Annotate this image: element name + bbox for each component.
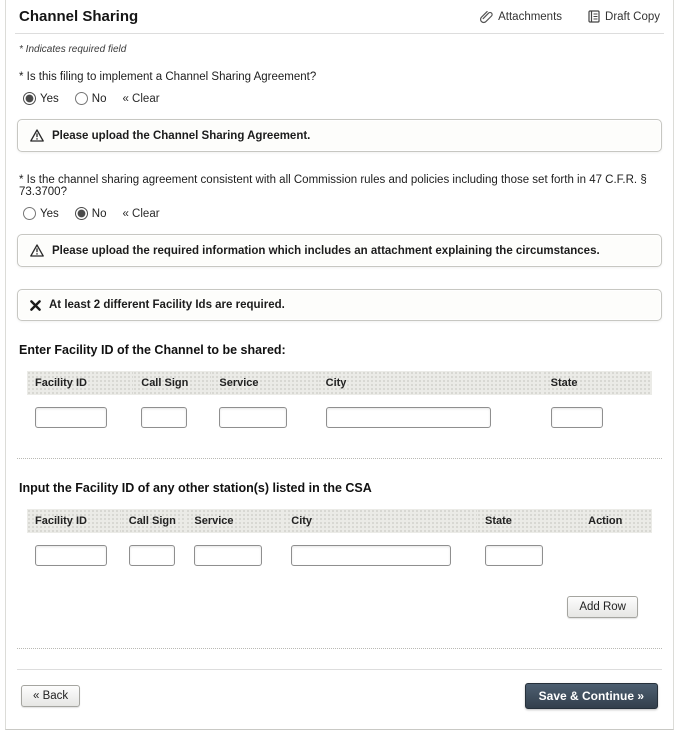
column-header-state: State xyxy=(477,509,580,533)
csa-consistent-radio-group xyxy=(23,207,660,220)
yes-label: Yes xyxy=(40,92,59,105)
shared-channel-input-row xyxy=(27,395,652,444)
csa-implement-clear-link[interactable]: « Clear xyxy=(122,92,160,105)
save-continue-button[interactable]: Save & Continue » xyxy=(525,683,658,709)
warning-icon xyxy=(30,129,44,142)
shared-channel-table-wrap xyxy=(15,371,664,444)
csa-implement-radio-group xyxy=(23,92,660,105)
other-call-sign-input[interactable] xyxy=(129,545,175,566)
csa-consistent-no-radio[interactable] xyxy=(75,207,88,220)
column-header-service: Service xyxy=(186,509,283,533)
csa-implement-yes-radio[interactable] xyxy=(23,92,36,105)
shared-service-input[interactable] xyxy=(219,407,287,428)
shared-city-input[interactable] xyxy=(326,407,491,428)
other-city-input[interactable] xyxy=(291,545,451,566)
csa-implement-no-option[interactable] xyxy=(75,92,107,105)
other-service-input[interactable] xyxy=(194,545,262,566)
question-csa-consistent xyxy=(19,174,660,220)
page-title: Channel Sharing xyxy=(19,8,139,25)
shared-channel-header-row xyxy=(27,371,652,395)
no-label: No xyxy=(91,92,107,105)
csa-implement-no-radio[interactable] xyxy=(75,92,88,105)
facility-ids-error xyxy=(17,289,662,321)
warning-text: Please upload the required information which includes an attachment explaining the circumstances. xyxy=(52,244,600,257)
attachments-link[interactable] xyxy=(480,10,562,24)
add-row-container xyxy=(27,582,652,634)
csa-consistent-clear-link[interactable]: « Clear xyxy=(122,207,160,220)
column-header-facility-id: Facility ID xyxy=(27,509,121,533)
draft-copy-label: Draft Copy xyxy=(605,10,660,23)
column-header-state: State xyxy=(543,371,652,395)
required-field-note: * Indicates required field xyxy=(19,44,127,55)
other-stations-table xyxy=(27,509,652,582)
paperclip-icon xyxy=(480,10,493,24)
no-label: No xyxy=(91,207,107,220)
warning-icon xyxy=(30,244,44,257)
column-header-service: Service xyxy=(211,371,317,395)
error-text: At least 2 different Facility Ids are required. xyxy=(49,299,285,311)
other-stations-table-wrap xyxy=(15,509,664,634)
warning-text: Please upload the Channel Sharing Agreement. xyxy=(52,129,311,142)
upload-required-info-warning xyxy=(17,234,662,267)
other-stations-heading: Input the Facility ID of any other station(s) listed in the CSA xyxy=(19,481,372,495)
shared-channel-table xyxy=(27,371,652,444)
other-stations-input-row xyxy=(27,533,652,582)
shared-facility-id-input[interactable] xyxy=(35,407,107,428)
column-header-city: City xyxy=(283,509,477,533)
other-state-input[interactable] xyxy=(485,545,543,566)
page-header xyxy=(15,6,664,34)
csa-consistent-yes-option[interactable] xyxy=(23,207,59,220)
shared-state-input[interactable] xyxy=(551,407,603,428)
column-header-city: City xyxy=(318,371,543,395)
error-x-icon xyxy=(30,300,41,311)
channel-sharing-form xyxy=(5,0,674,730)
shared-channel-heading: Enter Facility ID of the Channel to be shared: xyxy=(19,343,286,357)
csa-consistent-no-option[interactable] xyxy=(75,207,107,220)
yes-label: Yes xyxy=(40,207,59,220)
column-header-facility-id: Facility ID xyxy=(27,371,133,395)
question-text: * Is this filing to implement a Channel Sharing Agreement? xyxy=(19,71,317,83)
column-header-action: Action xyxy=(580,509,652,533)
attachments-label: Attachments xyxy=(498,10,563,23)
shared-call-sign-input[interactable] xyxy=(141,407,187,428)
form-footer xyxy=(17,669,662,725)
csa-implement-yes-option[interactable] xyxy=(23,92,59,105)
draft-copy-link[interactable] xyxy=(588,10,660,23)
section-divider xyxy=(17,648,662,649)
upload-csa-warning xyxy=(17,119,662,152)
section-divider xyxy=(17,458,662,459)
other-stations-header-row xyxy=(27,509,652,533)
document-icon xyxy=(588,10,600,23)
back-button[interactable]: « Back xyxy=(21,685,80,707)
header-links xyxy=(480,10,660,24)
question-text: * Is the channel sharing agreement consistent with all Commission rules and policies including those set forth in 47 C.F.R. § 73.3700? xyxy=(19,174,647,198)
other-facility-id-input[interactable] xyxy=(35,545,107,566)
question-csa-implement xyxy=(19,71,660,105)
column-header-call-sign: Call Sign xyxy=(133,371,211,395)
csa-consistent-yes-radio[interactable] xyxy=(23,207,36,220)
add-row-button[interactable]: Add Row xyxy=(567,596,638,618)
column-header-call-sign: Call Sign xyxy=(121,509,187,533)
